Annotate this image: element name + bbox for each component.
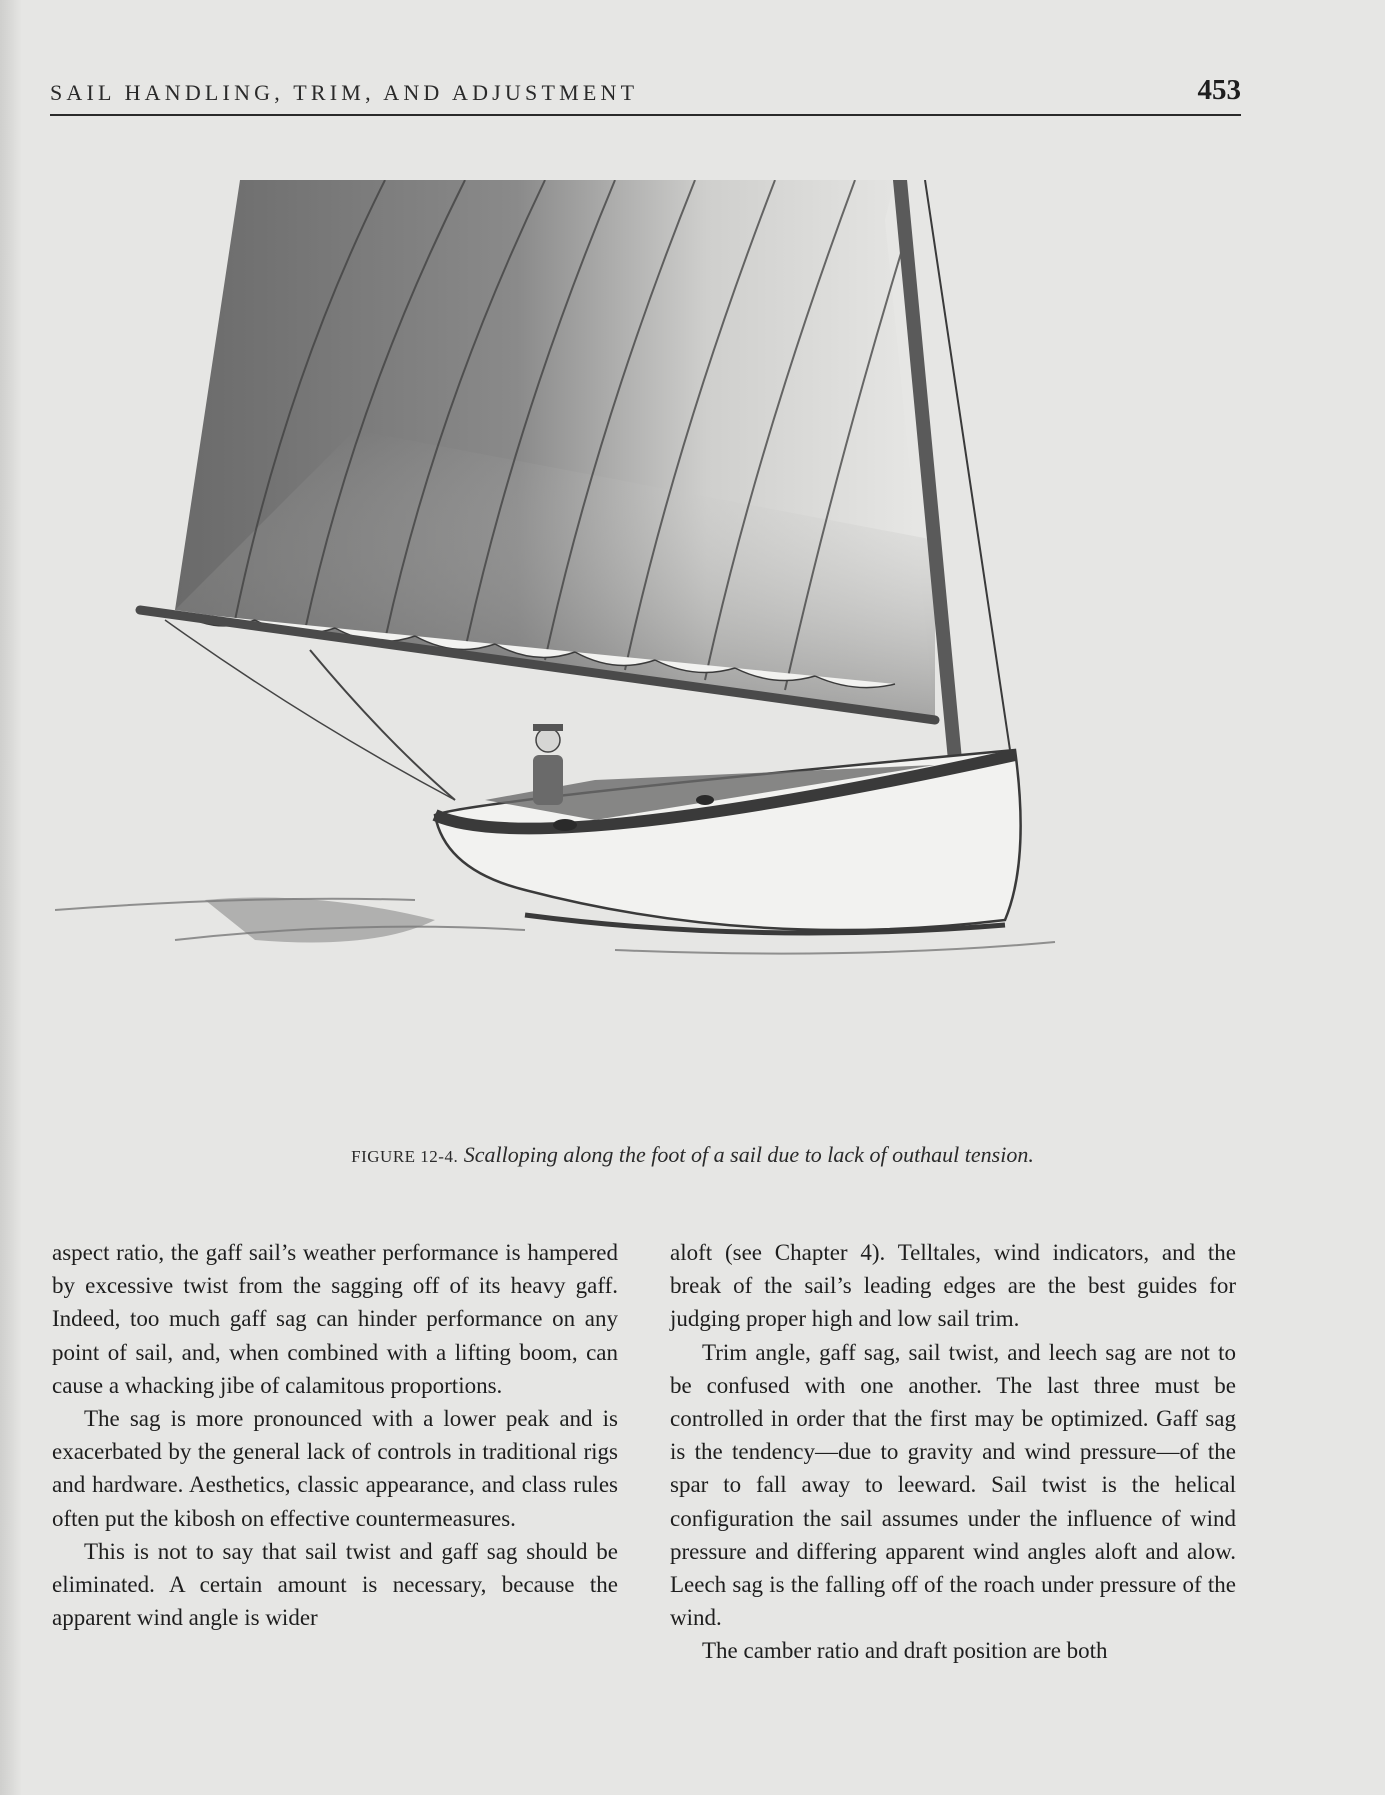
page-spine-shadow [0,0,22,1795]
chapter-title: SAIL HANDLING, TRIM, AND ADJUSTMENT [50,80,639,105]
paragraph: aloft (see Chapter 4). Telltales, wind indicators, and the break of the sail’s leading edges are the best guides for judging proper high and low sail trim. [670,1240,1236,1332]
catboat-drawing [55,180,1205,1100]
right-column [670,1236,1236,1668]
paragraph: This is not to say that sail twist and gaff sag should be eliminated. A certain amount is necessary, because the apparent wind angle is wider [52,1538,618,1631]
sailboat-illustration [55,180,1205,1100]
helmsman [533,724,563,805]
paragraph: The sag is more pronounced with a lower peak and is exacerbated by the general lack of controls in traditional rigs and hardware. Aesthetics, classic appearance, and class rules often put the kibosh on effective countermeasures. [52,1406,618,1531]
paragraph: Trim angle, gaff sag, sail twist, and leech sag are not to be confused with one another. The last three must be controlled in order that the first may be optimized. Gaff sag is the tendency—due to gravity and wind pressure—of the spar to fall away to leeward. Sail twist is the helical configuration the sail assumes under the influence of wind pressure and differing apparent wind angles aloft and alow. Leech sag is the falling off of the roach under pressure of the wind. [670,1339,1236,1631]
figure-caption [0,1142,1385,1168]
figure-caption-text: Scalloping along the foot of a sail due to lack of outhaul tension. [463,1142,1034,1167]
left-column [52,1236,618,1634]
paragraph: The camber ratio and draft position are both [702,1638,1108,1664]
figure-label: FIGURE 12-4. [351,1147,459,1166]
paragraph: aspect ratio, the gaff sail’s weather performance is hampered by excessive twist from the sagging off of its heavy gaff. Indeed, too much gaff sag can hinder performance on any point of sail, and, when combined with a lifting boom, can cause a whacking jibe of calamitous proportions. [52,1240,618,1398]
running-head [50,74,1241,116]
page-number: 453 [1197,74,1241,106]
